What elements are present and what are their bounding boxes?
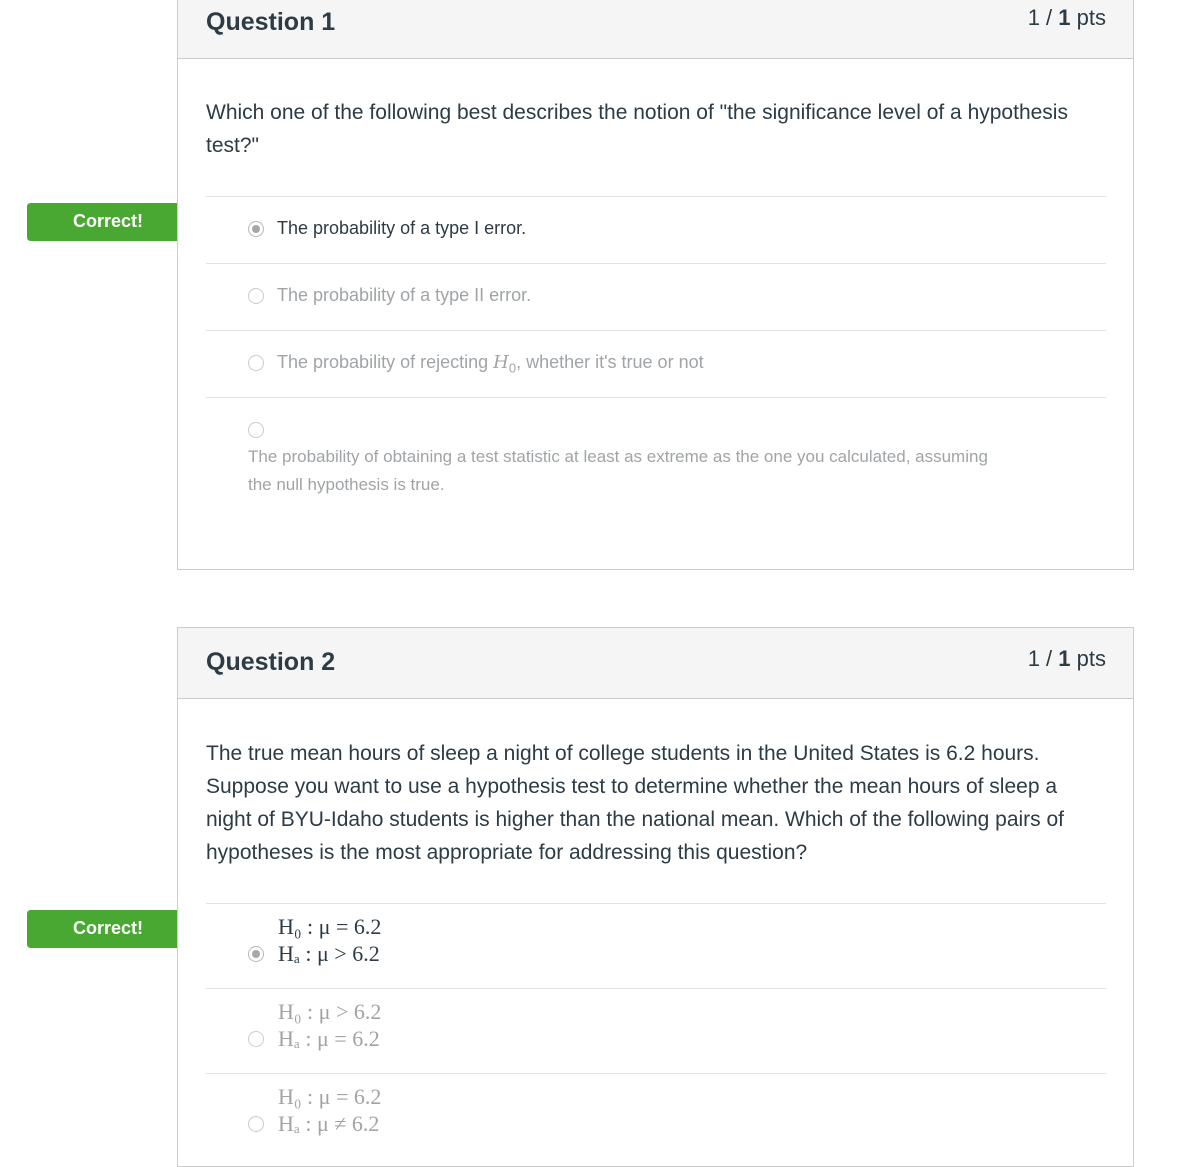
answer-label: The probability of a type II error. [277,285,532,305]
hypothesis-alternative: Hₐ : μ ≠ 6.2 [278,1111,380,1136]
answer-label: The probability of a type I error. [277,218,527,238]
radio-button[interactable] [248,355,264,371]
question-text: Which one of the following best describes the notion of "the significance level of a hypothesis test?" [206,101,1068,157]
answer-list [206,196,1106,517]
hypothesis-alternative: Hₐ : μ = 6.2 [278,1026,380,1051]
correct-badge-q2 [27,910,199,948]
question-points: 1 / 1 pts [1027,646,1106,671]
hypothesis-alternative: Hₐ : μ > 6.2 [278,941,380,966]
radio-button[interactable] [248,1031,264,1047]
answer-option[interactable] [206,397,1106,517]
question-title: Question 1 [206,8,336,36]
answer-list [206,903,1106,1158]
correct-badge-label: Correct! [72,211,143,231]
radio-button[interactable] [248,1116,264,1132]
correct-badge-label: Correct! [72,918,143,938]
question-text: The true mean hours of sleep a night of college students in the United States is 6.2 hours. Suppose you want to use a hypothesis test to determine whether the mean hours of sleep a night of BYU-Idaho students is higher than the national mean. Which of the following pairs of hypotheses is the most appropriate for addressing this question? [206,742,1065,864]
question-points: 1 / 1 pts [1027,5,1106,30]
correct-badge-q1 [27,203,199,241]
question-header [178,0,1133,59]
answer-option[interactable] [206,988,1106,1073]
question-header [178,628,1133,699]
radio-button[interactable] [248,422,264,438]
answer-label: The probability of rejecting $H_0$, whether it's true or not [277,352,704,376]
question-1-card [177,0,1134,570]
answer-option[interactable] [206,1073,1106,1158]
answer-label: The probability of obtaining a test statistic at least as extreme as the one you calculated, assuming the null hypothesis is true. [248,447,988,494]
hypothesis-null: H₀ : μ = 6.2 [278,914,382,939]
hypothesis-null: H₀ : μ = 6.2 [278,1084,382,1109]
answer-option[interactable] [206,263,1106,330]
question-2-card [177,627,1134,1167]
answer-option[interactable] [206,330,1106,397]
radio-button-selected[interactable] [248,221,264,237]
answer-option[interactable] [206,903,1106,988]
hypothesis-null: H₀ : μ > 6.2 [278,999,382,1024]
answer-option[interactable] [206,196,1106,263]
radio-button[interactable] [248,288,264,304]
question-title: Question 2 [206,648,336,676]
radio-button-selected[interactable] [248,946,264,962]
